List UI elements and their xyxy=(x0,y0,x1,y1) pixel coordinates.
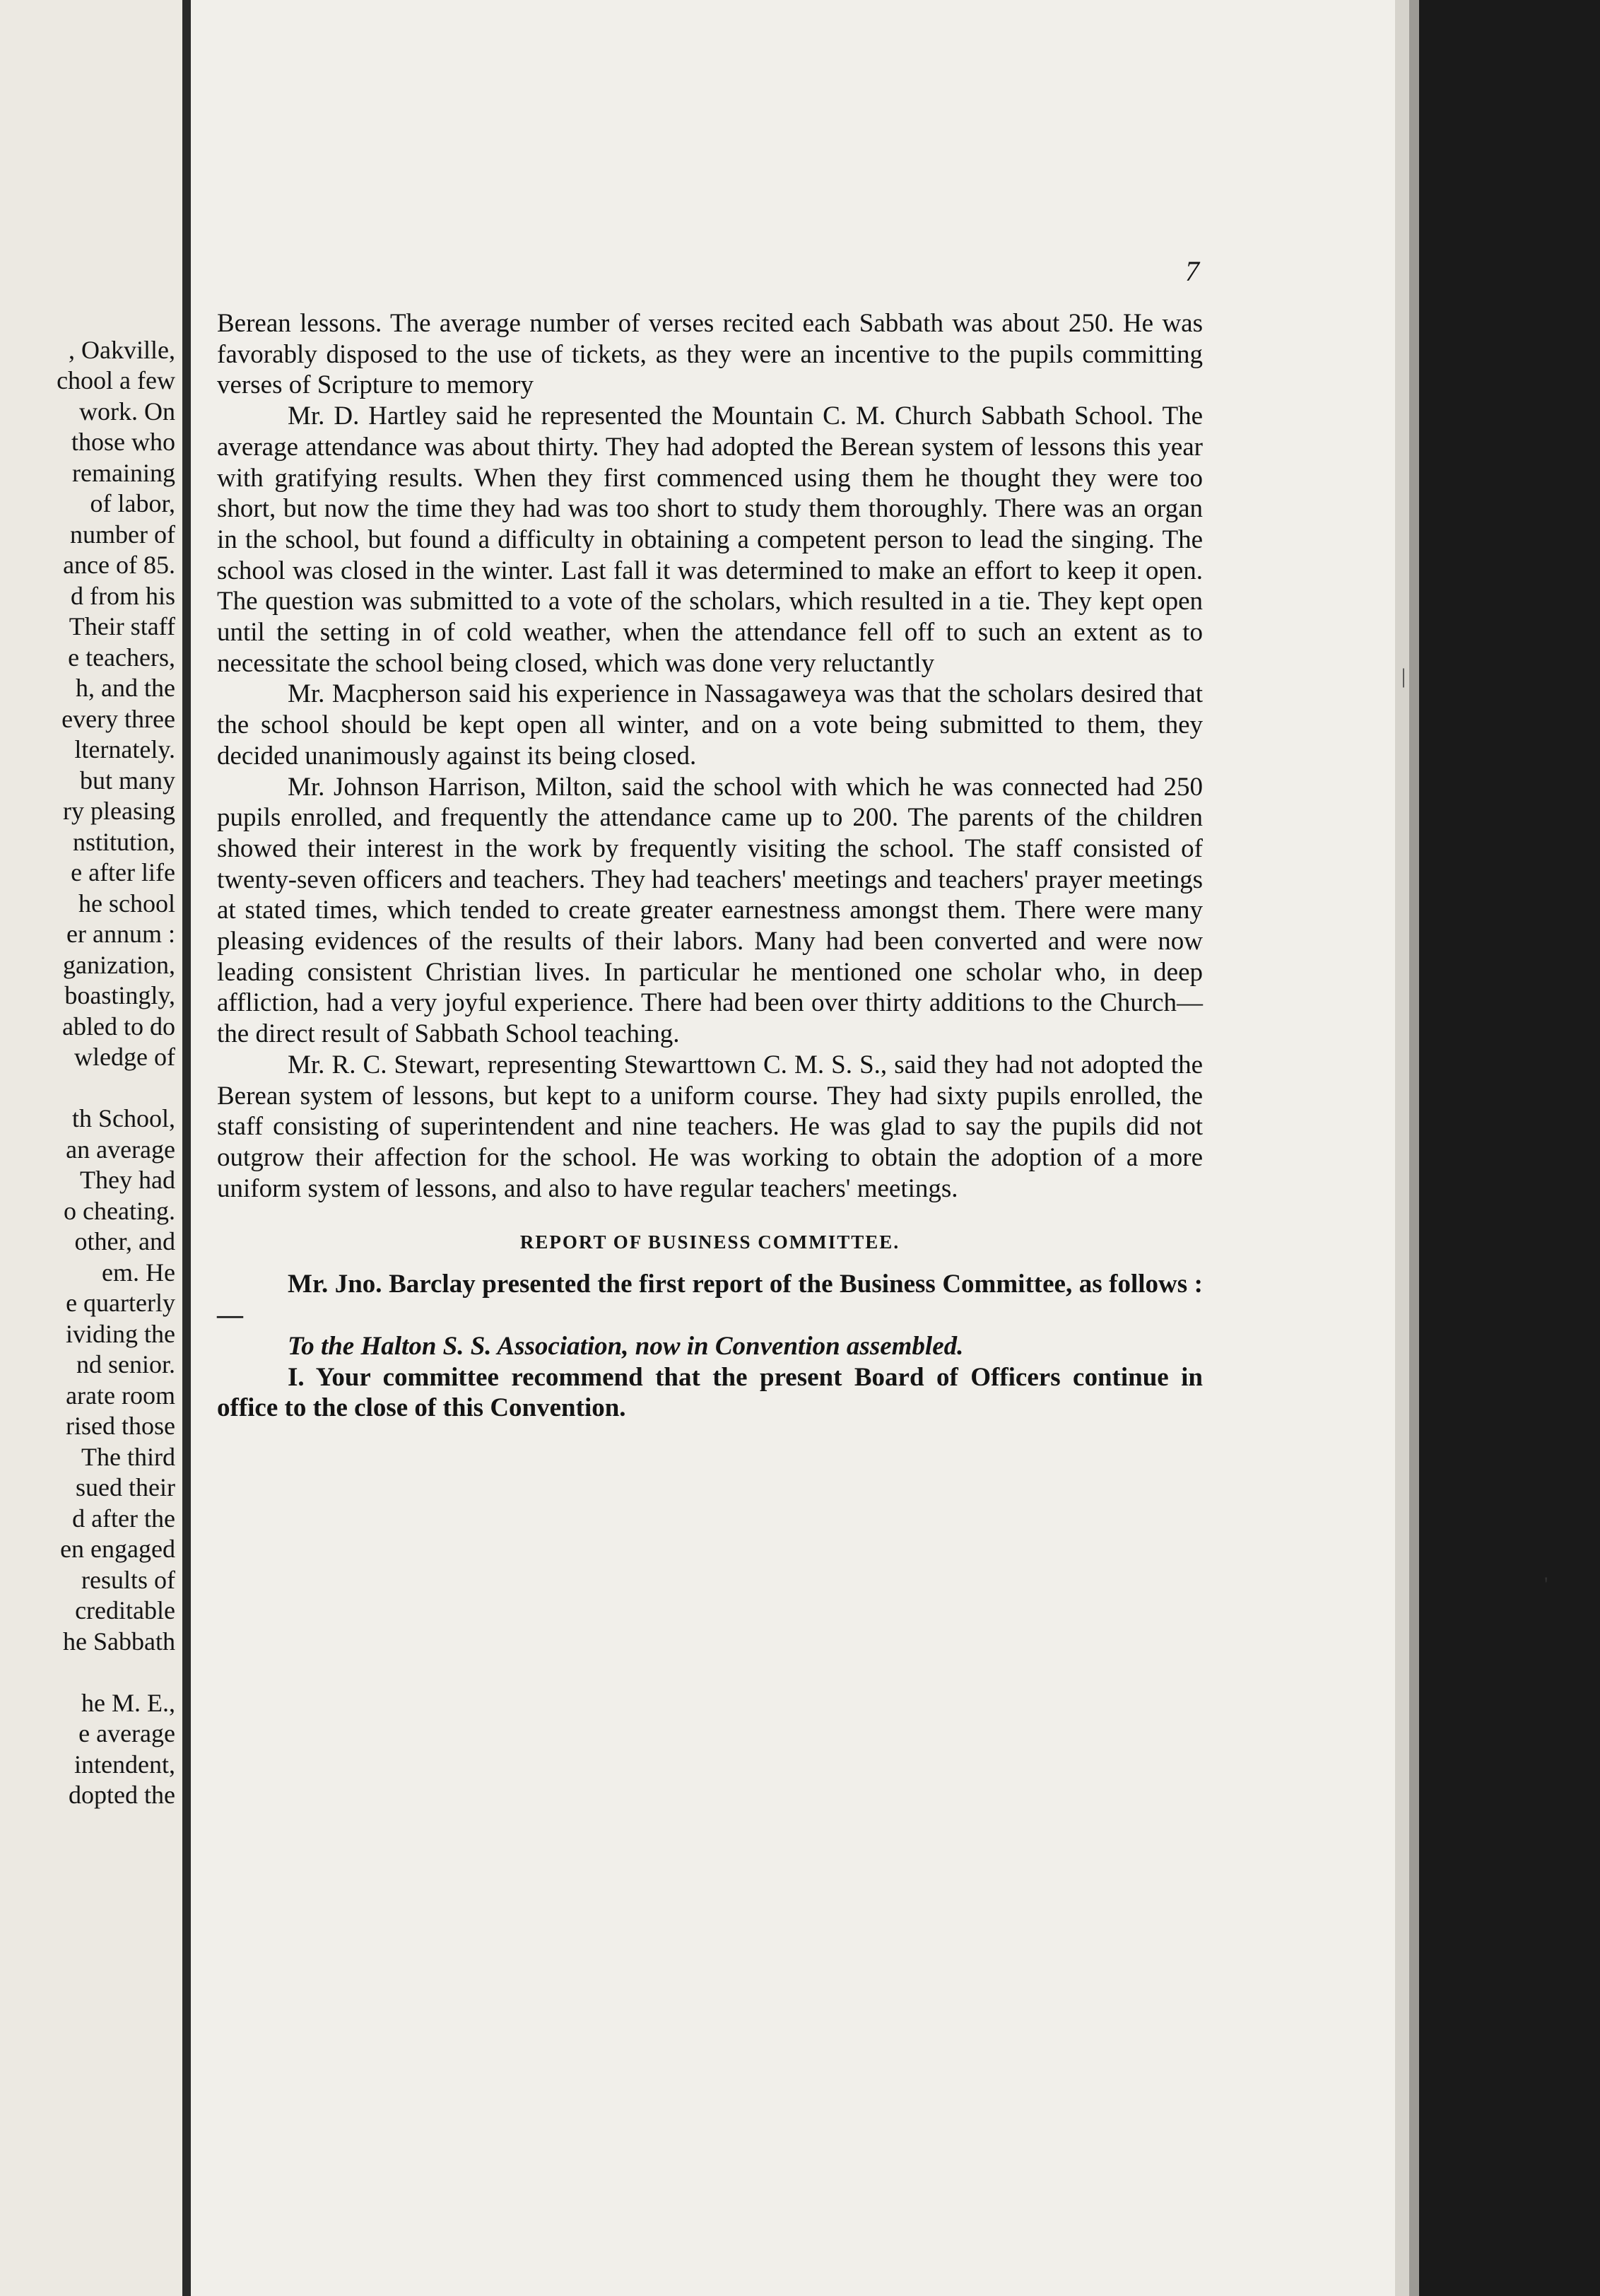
left-page-line: intendent, xyxy=(74,1750,175,1779)
left-page-line: en engaged xyxy=(60,1535,175,1563)
left-page-line: h, and the xyxy=(76,674,175,702)
left-page-text-column xyxy=(57,304,175,1811)
left-page-line: arate room xyxy=(66,1381,175,1410)
left-page-line: e teachers, xyxy=(68,643,175,672)
left-page-line: e quarterly xyxy=(66,1289,175,1317)
section-heading: REPORT OF BUSINESS COMMITTEE. xyxy=(519,1231,900,1253)
left-page-line: results of xyxy=(81,1565,175,1594)
left-page-line: nstitution, xyxy=(72,827,175,856)
left-page-line: e average xyxy=(78,1719,175,1747)
left-page-line: number of xyxy=(70,520,175,549)
page-edge xyxy=(1395,0,1409,2296)
left-page-line: but many xyxy=(80,766,175,795)
left-page-line: em. He xyxy=(102,1258,175,1287)
left-page-line xyxy=(57,1073,175,1104)
left-page-line: d from his xyxy=(71,581,175,610)
left-page-line: wledge of xyxy=(74,1043,175,1071)
paragraph: Mr. Macpherson said his experience in Nassagaweya was that the scholars desired that the school should be kept open all winter, and on a vote being submitted to them, they decided unanimously against its being closed. xyxy=(217,679,1203,771)
margin-mark: | xyxy=(1401,664,1406,688)
paragraph: Mr. R. C. Stewart, representing Stewarttown C. M. S. S., said they had not adopted the Berean system of lessons, but kept to a uniform course. They had sixty pupils enrolled, the staff consisting of superintendent and nine teachers. He was glad to say the pupils did not outgrow their affection for the school. He was working to obtain the adoption of a more uniform system of lessons, and also to have regular teachers' meetings. xyxy=(217,1050,1203,1203)
left-page-line: every three xyxy=(61,704,175,733)
left-page-line: , Oakville, xyxy=(69,335,175,364)
left-page-line: th School, xyxy=(71,1104,175,1132)
left-page-line: sued their xyxy=(76,1473,175,1501)
left-page-line: ance of 85. xyxy=(63,551,175,579)
left-page-line: lternately. xyxy=(74,735,175,763)
left-page-line: ividing the xyxy=(66,1319,175,1348)
left-page-line: ry pleasing xyxy=(63,797,175,825)
left-page-line xyxy=(57,1657,175,1688)
margin-mark: ' xyxy=(1544,1573,1548,1596)
left-page-line: he M. E., xyxy=(81,1688,175,1717)
left-page-line: creditable xyxy=(75,1596,175,1624)
left-page-line: ganization, xyxy=(63,950,175,979)
left-page-line: d after the xyxy=(72,1504,175,1533)
left-page-line: those who xyxy=(71,428,175,456)
paragraph: Mr. D. Hartley said he represented the Mountain C. M. Church Sabbath School. The average attendance was about thirty. They had adopted the Berean system of lessons this year with gratifying results. When they first commenced using them he thought they were too short, but now the time they had was too short to study them thoroughly. There was an organ in the school, but found a difficulty in obtaining a competent person to lead the singing. The school was closed in the winter. Last fall it was determined to make an effort to keep it open. The question was submitted to a vote of the scholars, which resulted in a tie. They kept open until the setting in of cold weather, when the attendance fell off to such an extent as to necessitate the school being closed, which was done very reluctantly xyxy=(217,402,1203,678)
page-number: 7 xyxy=(1185,255,1199,287)
left-page-line: he Sabbath xyxy=(63,1627,175,1656)
book-gutter xyxy=(182,0,191,2296)
left-page-line: abled to do xyxy=(62,1012,175,1041)
left-page-line: o cheating. xyxy=(64,1196,175,1225)
left-page-line: work. On xyxy=(79,397,175,426)
left-page-line: remaining xyxy=(72,458,175,487)
left-page-line: They had xyxy=(80,1166,175,1194)
left-page-line: The third xyxy=(81,1442,175,1471)
resolution-paragraph: I. Your committee recommend that the present Board of Officers continue in office to the close of this Convention. xyxy=(217,1362,1203,1423)
left-page-fragment xyxy=(0,0,182,2296)
paragraph: Mr. Johnson Harrison, Milton, said the school with which he was connected had 250 pupils enrolled, and frequently the attendance came up to 200. The parents of the children showed their interest in the work by frequently visiting the school. The staff consisted of twenty-seven officers and teachers. They had teachers' meetings and teachers' prayer meetings at stated times, which tended to create greater earnestness amongst them. There were many pleasing evidences of the results of their labors. Many had been converted and were now leading consistent Christian lives. In particular he mentioned one scholar who, in deep affliction, had a very joyful experience. There had been over thirty additions to the Church—the direct result of Sabbath School teaching. xyxy=(217,772,1203,1049)
left-page-line: an average xyxy=(66,1135,175,1164)
left-page-line: chool a few xyxy=(57,366,175,394)
paragraph: Berean lessons. The average number of verses recited each Sabbath was about 250. He was favorably disposed to the use of tickets, as they were an incentive to the pupils committing verses of Scripture to memory xyxy=(217,309,1203,400)
left-page-line: of labor, xyxy=(90,489,175,517)
left-page-line xyxy=(57,304,175,335)
left-page-line: other, and xyxy=(74,1227,175,1255)
left-page-line: nd senior. xyxy=(76,1350,175,1378)
left-page-line: er annum : xyxy=(66,920,175,948)
business-paragraph: Mr. Jno. Barclay presented the first report of the Business Committee, as follows :— xyxy=(217,1270,1203,1330)
left-page-line: dopted the xyxy=(69,1781,175,1809)
left-page-line: boastingly, xyxy=(64,981,175,1009)
left-page-line: Their staff xyxy=(69,612,175,640)
left-page-line: e after life xyxy=(71,858,175,886)
left-page-line: he school xyxy=(78,889,175,918)
address-line: To the Halton S. S. Association, now in Convention assembled. xyxy=(288,1331,964,1361)
page-edge-shadow xyxy=(1409,0,1419,2296)
left-page-line: rised those xyxy=(66,1412,175,1440)
page-body xyxy=(217,308,1203,1424)
